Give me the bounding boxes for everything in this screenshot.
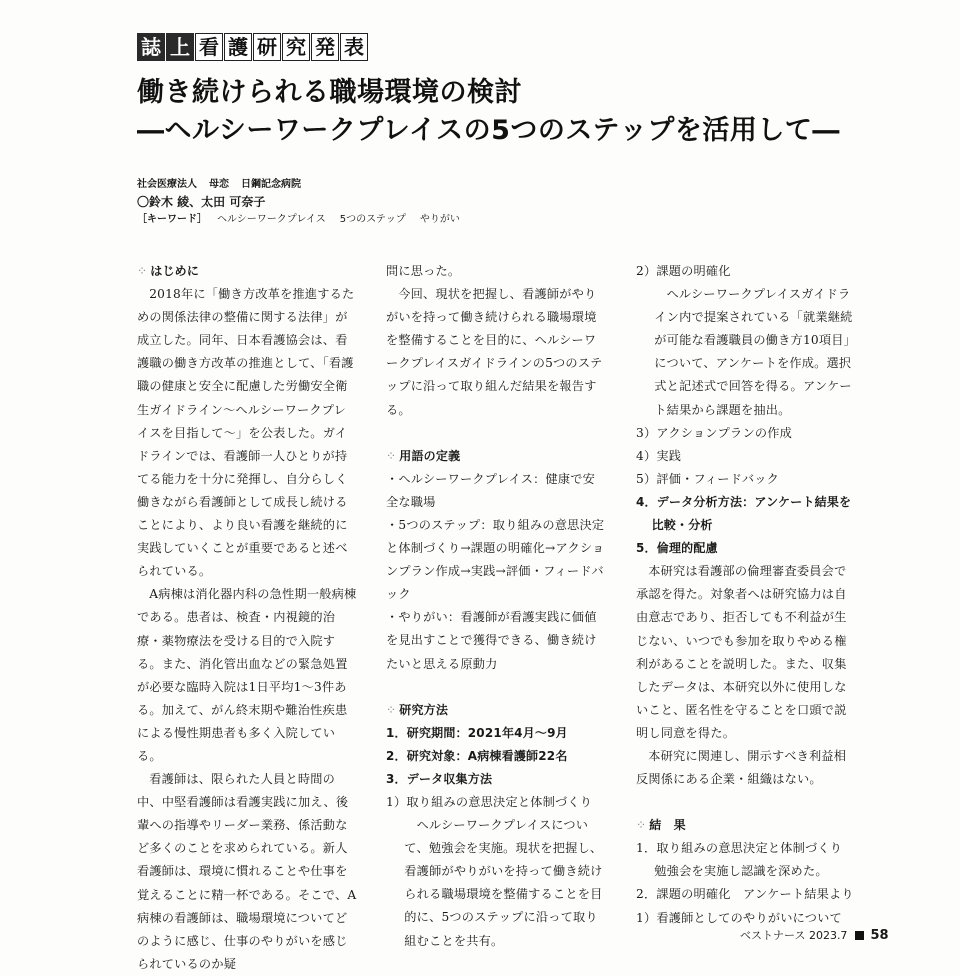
affiliation-part: 日鋼記念病院 <box>241 179 301 190</box>
paragraph: 問に思った。 <box>386 264 461 278</box>
sub-paragraph: ヘルシーワークプレイスガイドライン内で提案されている「就業継続が可能な看護職員の働き方10項目」について、アンケートを作成。選択式と記述式で回答を得る。アンケート結果から課題を抽出。 <box>654 287 857 417</box>
square-marker-icon <box>855 931 864 940</box>
numbered-heading: 5．倫理的配慮 <box>636 541 718 556</box>
paragraph: 1．取り組みの意思決定と体制づくり <box>636 841 843 856</box>
byline <box>137 176 460 228</box>
paragraph: 5）評価・フィードバック <box>636 471 779 486</box>
authors: 〇鈴木 綾、太田 可奈子 <box>137 195 266 209</box>
spacer <box>636 791 856 814</box>
series-char: 誌 <box>137 33 165 61</box>
article-title <box>137 74 840 150</box>
keywords-label: ［キーワード］ <box>137 214 207 225</box>
series-char: 究 <box>282 33 310 61</box>
paragraph: 1）看護師としてのやりがいについて <box>636 910 842 925</box>
numbered-heading: 4．データ分析方法：アンケート結果を比較・分析 <box>636 494 852 533</box>
spacer <box>386 676 606 699</box>
section-heading: ⁘ 研究方法 <box>386 699 606 722</box>
section-heading: ⁘ はじめに <box>137 260 357 283</box>
keyword: ヘルシーワークプレイス <box>217 214 326 225</box>
text-column-2 <box>386 260 606 953</box>
numbered-heading: 3．データ収集方法 <box>386 771 493 786</box>
series-char: 上 <box>166 33 194 61</box>
sub-paragraph: ヘルシーワークプレイスについて、勉強会を実施。現状を把握し、看護師がやりがいを持って働き続けられる職場環境を整備することを目的に、5つのステップに沿って取り組むことを共有。 <box>404 818 603 948</box>
sub-paragraph: 勉強会を実施し認識を深めた。 <box>654 864 828 879</box>
keywords <box>137 211 460 228</box>
numbered-heading: 1．研究期間：2021年4月～9月 <box>386 725 568 740</box>
journal-issue: ベストナース 2023.7 <box>740 929 848 942</box>
page-number: 58 <box>870 927 889 943</box>
spacer <box>386 422 606 445</box>
paragraph: 2．課題の明確化 アンケート結果より <box>636 887 854 902</box>
paragraph: 2018年に「働き方改革を推進するための関係法律の整備に関する法律」が成立した。同年、日本看護協会は、看護職の働き方改革の推進として、「看護職の健康と安全に配慮した労働安全衛生ガイドライン～ヘルシーワークプレイスを目指して～」を公表した。ガイドラインでは、看護師一人ひとりが持てる能力を十分に発揮し、自分らしく働きながら看護師として成長し続けることにより、より良い看護を継続的に実践していくことが重要であると述べられている。 <box>137 287 355 579</box>
series-char: 研 <box>253 33 281 61</box>
numbered-heading: 2．研究対象：A病棟看護師22名 <box>386 748 568 763</box>
paragraph: 2）課題の明確化 <box>636 264 731 278</box>
paragraph: 看護師は、限られた人員と時間の中、中堅看護師は看護実践に加え、後輩への指導やリーダー業務、係活動など多くのことを求められている。新人看護師は、環境に慣れることや仕事を覚えることに精一杯である。そこで、A病棟の看護師は、職場環境についてどのように感じ、仕事のやりがいを感じられているのか疑 <box>137 772 357 971</box>
series-char: 発 <box>311 33 339 61</box>
paragraph: 今回、現状を把握し、看護師がやりがいを持って働き続けられる職場環境を整備することを目的に、ヘルシーワークプレイスガイドラインの5つのステップに沿って取り組んだ結果を報告する。 <box>386 287 603 417</box>
paragraph: 本研究は看護部の倫理審査委員会で承認を得た。対象者へは研究協力は自由意志であり、拒否しても不利益が生じない、いつでも参加を取りやめる権利があることを説明した。また、収集したデータは、本研究以外に使用しないこと、匿名性を守ることを口頭で説明し同意を得た。 <box>636 564 847 740</box>
keyword: 5つのステップ <box>339 214 406 225</box>
paragraph: 本研究に関連し、開示すべき利益相反関係にある企業・組織はない。 <box>636 748 847 787</box>
affiliation-part: 社会医療法人 <box>137 179 197 190</box>
series-label <box>137 33 368 61</box>
paragraph: ・ヘルシーワークプレイス：健康で安全な職場 <box>386 471 596 509</box>
series-char: 護 <box>224 33 252 61</box>
series-char: 看 <box>195 33 223 61</box>
paragraph: 4）実践 <box>636 448 682 463</box>
paragraph: 1）取り組みの意思決定と体制づくり <box>386 794 593 809</box>
paragraph: A病棟は消化器内科の急性期一般病棟である。患者は、検査・内視鏡的治療・薬物療法を受ける目的で入院する。また、消化管出血などの緊急処置が必要な臨時入院は1日平均1～3件ある。加えて、がん終末期や難治性疾患による慢性期患者も多く入院している。 <box>137 587 357 763</box>
title-subtitle: ―ヘルシーワークプレイスの5つのステップを活用して― <box>137 115 840 146</box>
text-column-3 <box>636 260 856 930</box>
paragraph: ・やりがい：看護師が看護実践に価値を見出すことで獲得できる、働き続けたいと思える原動力 <box>386 610 597 671</box>
paragraph: ・5つのステップ：取り組みの意思決定と体制づくり→課題の明確化→アクションプラン作成→実践→評価・フィードバック <box>386 517 605 602</box>
paragraph: 3）アクションプランの作成 <box>636 425 792 440</box>
keyword: やりがい <box>419 214 460 225</box>
section-heading: ⁘ 用語の定義 <box>386 445 606 468</box>
page-footer <box>740 927 889 943</box>
affiliation <box>137 176 460 193</box>
series-char: 表 <box>340 33 368 61</box>
title-main: 働き続けられる職場環境の検討 <box>137 77 522 108</box>
text-column-1 <box>137 260 357 976</box>
section-heading: ⁘ 結 果 <box>636 814 856 837</box>
affiliation-part: 母恋 <box>209 179 229 190</box>
